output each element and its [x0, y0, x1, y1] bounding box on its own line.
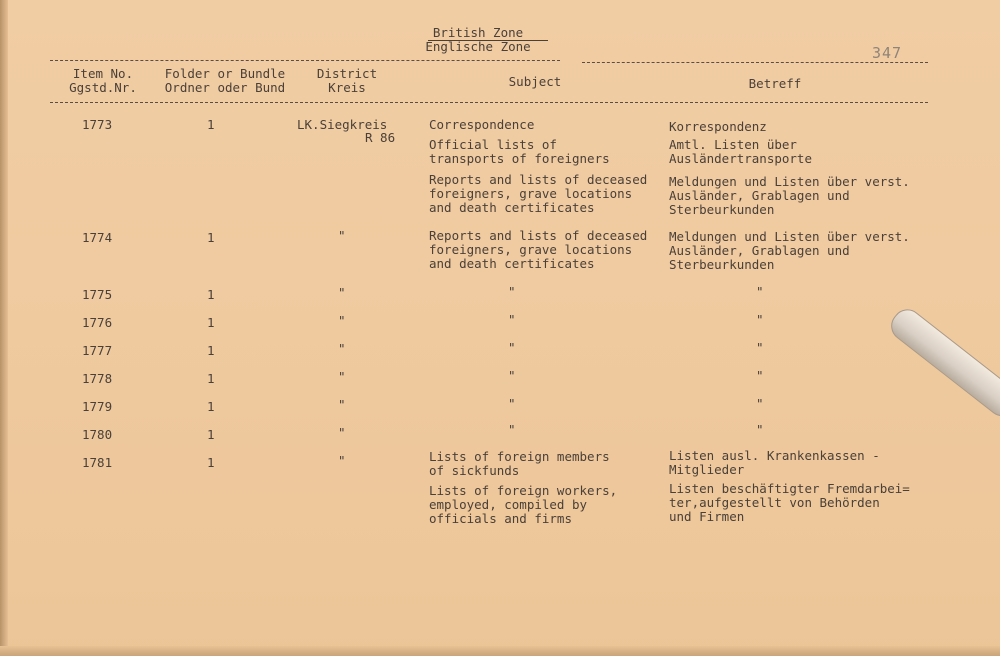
item-number: 1778 [82, 371, 113, 386]
betreff-ditto-mark: " [756, 396, 764, 411]
folder-count: 1 [207, 343, 215, 358]
betreff-text: Meldungen und Listen über verst. Ausländer, Grablagen und Sterbeurkunden [669, 174, 910, 217]
item-number: 1780 [82, 427, 113, 442]
header-top-rule-left [50, 60, 560, 61]
item-number: 1781 [82, 455, 113, 470]
district-code: R 86 [365, 130, 396, 145]
subject-text: Lists of foreign members of sickfunds [429, 449, 610, 478]
subject-ditto-mark: " [508, 422, 516, 437]
betreff-text: Korrespondenz [669, 119, 767, 134]
header-bottom-rule [50, 102, 928, 103]
folder-count: 1 [207, 455, 215, 470]
subject-text: Lists of foreign workers, employed, compiled by officials and firms [429, 483, 618, 526]
folder-count: 1 [207, 117, 215, 132]
page-number: 347 [872, 44, 903, 62]
district-ditto-mark: " [338, 285, 346, 300]
subject-text: Reports and lists of deceased foreigners, grave locations and death certificates [429, 228, 648, 271]
column-header-district: District Kreis [316, 66, 378, 95]
page-bottom-edge [0, 646, 1000, 656]
betreff-ditto-mark: " [756, 368, 764, 383]
binding-edge [0, 0, 8, 656]
subject-text: Reports and lists of deceased foreigners, grave locations and death certificates [429, 172, 648, 215]
subject-ditto-mark: " [508, 284, 516, 299]
folder-count: 1 [207, 230, 215, 245]
item-number: 1779 [82, 399, 113, 414]
district-name: LK.Siegkreis [297, 117, 388, 132]
subject-text: Correspondence [429, 117, 535, 132]
item-number: 1776 [82, 315, 113, 330]
subject-ditto-mark: " [508, 396, 516, 411]
subject-ditto-mark: " [508, 368, 516, 383]
item-number: 1777 [82, 343, 113, 358]
column-header-subject: Subject [508, 74, 562, 89]
folder-count: 1 [207, 315, 215, 330]
folder-count: 1 [207, 399, 215, 414]
betreff-ditto-mark: " [756, 422, 764, 437]
column-header-folder: Folder or Bundle Ordner oder Bund [164, 66, 286, 95]
betreff-ditto-mark: " [756, 312, 764, 327]
header-top-rule-right [582, 62, 928, 63]
district-ditto-mark: " [338, 425, 346, 440]
district-ditto-mark: " [338, 369, 346, 384]
betreff-ditto-mark: " [756, 340, 764, 355]
item-number: 1773 [82, 117, 113, 132]
district-ditto-mark: " [338, 341, 346, 356]
district-ditto-mark: " [338, 228, 346, 243]
betreff-text: Listen beschäftigter Fremdarbei= ter,aufgestellt von Behörden und Firmen [669, 481, 910, 524]
folder-count: 1 [207, 371, 215, 386]
folder-count: 1 [207, 427, 215, 442]
folder-count: 1 [207, 287, 215, 302]
zone-title-german: Englische Zone [425, 39, 531, 54]
betreff-text: Listen ausl. Krankenkassen - Mitglieder [669, 448, 880, 477]
district-ditto-mark: " [338, 313, 346, 328]
item-number: 1774 [82, 230, 113, 245]
zone-title-english: British Zone [432, 25, 524, 40]
page-holder-tool [885, 303, 1000, 422]
item-number: 1775 [82, 287, 113, 302]
column-header-betreff: Betreff [748, 76, 802, 91]
betreff-text: Amtl. Listen über Ausländertransporte [669, 137, 812, 166]
district-ditto-mark: " [338, 453, 346, 468]
column-header-item-no: Item No. Ggstd.Nr. [69, 66, 137, 95]
betreff-text: Meldungen und Listen über verst. Ausländer, Grablagen und Sterbeurkunden [669, 229, 910, 272]
subject-ditto-mark: " [508, 340, 516, 355]
district-ditto-mark: " [338, 397, 346, 412]
subject-ditto-mark: " [508, 312, 516, 327]
subject-text: Official lists of transports of foreigners [429, 137, 610, 166]
betreff-ditto-mark: " [756, 284, 764, 299]
